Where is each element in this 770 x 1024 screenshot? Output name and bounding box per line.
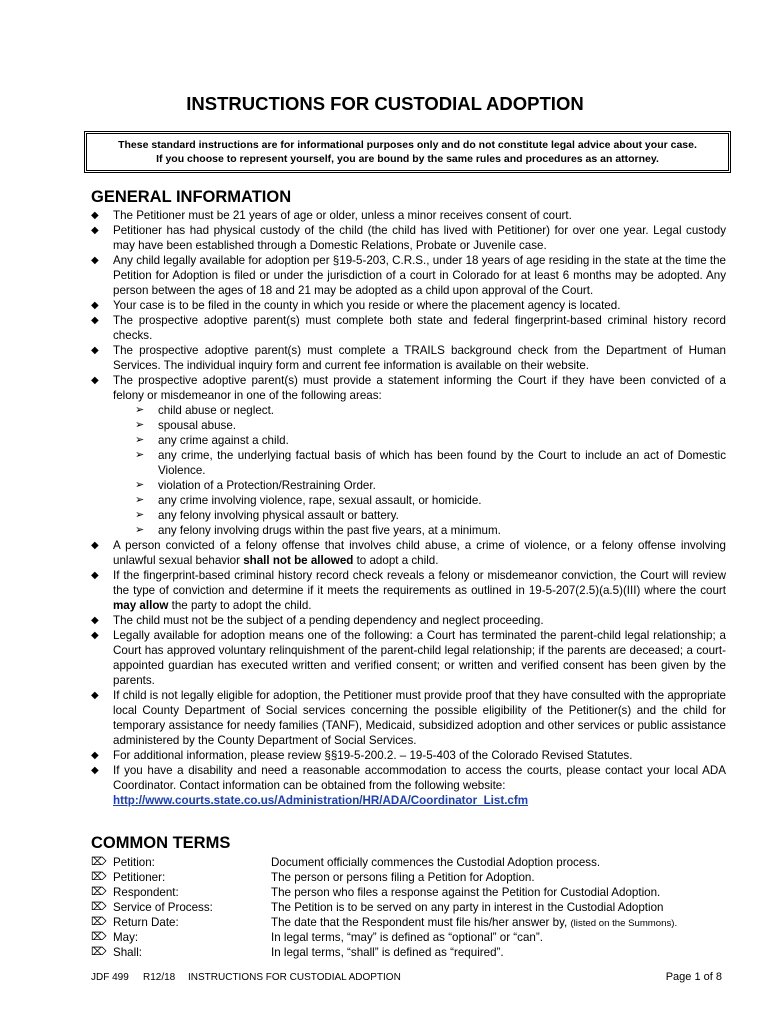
arrow-bullet-icon: ➢	[135, 494, 145, 506]
list-item: ◆ The prospective adoptive parent(s) must complete a TRAILS background check from the Department of Human Services. The individual inquiry form and current fee information is available on their website.	[91, 344, 726, 372]
sub-list-item: ➢ child abuse or neglect.	[135, 404, 275, 417]
diamond-bullet-icon: ◆	[91, 225, 99, 236]
boxed-arrow-icon: ⌦	[91, 901, 107, 913]
sub-list-item: ➢ any crime against a child.	[135, 434, 289, 447]
diamond-bullet-icon: ◆	[91, 765, 99, 776]
arrow-bullet-icon: ➢	[135, 419, 145, 431]
term-row: ⌦ Petition: Document officially commences the Custodial Adoption process.	[91, 856, 601, 869]
footer-page-number: Page 1 of 8	[665, 971, 722, 983]
sub-list-item: ➢ violation of a Protection/Restraining Order.	[135, 479, 376, 492]
diamond-bullet-icon: ◆	[91, 255, 99, 266]
disclaimer-line-1: These standard instructions are for informational purposes only and do not constitute legal advice about your case.	[118, 139, 697, 151]
general-information-list	[91, 208, 726, 808]
general-information-heading: GENERAL INFORMATION	[91, 188, 292, 206]
diamond-bullet-icon: ◆	[91, 615, 99, 626]
arrow-bullet-icon: ➢	[135, 524, 145, 536]
list-item: ◆ If the fingerprint-based criminal history record check reveals a felony or misdemeanor conviction, the Court will review the type of conviction and determine if it meets the requirements as outlined in 19-5-207(2.5)(a.5)(III) where the court may allow the party to adopt the child.	[91, 569, 726, 612]
boxed-arrow-icon: ⌦	[91, 946, 107, 958]
ada-coordinator-link[interactable]: http://www.courts.state.co.us/Administration/HR/ADA/Coordinator_List.cfm	[113, 794, 529, 807]
boxed-arrow-icon: ⌦	[91, 856, 107, 868]
diamond-bullet-icon: ◆	[91, 345, 99, 356]
list-item: ◆ A person convicted of a felony offense that involves child abuse, a crime of violence, or a felony offense involving unlawful sexual behavior shall not be allowed to adopt a child.	[91, 539, 726, 567]
common-terms-list	[91, 855, 731, 960]
sub-list-item: ➢ any felony involving physical assault or battery.	[135, 509, 399, 522]
arrow-bullet-icon: ➢	[135, 449, 145, 461]
disclaimer-box	[84, 131, 731, 173]
list-item: ◆ For additional information, please review §§19-5-200.2. – 19-5-403 of the Colorado Revised Statutes.	[91, 749, 633, 762]
term-row: ⌦ May: In legal terms, “may” is defined as “optional” or “can”.	[91, 931, 543, 944]
diamond-bullet-icon: ◆	[91, 300, 99, 311]
disclaimer-inner-border	[86, 133, 729, 171]
footer-revision: R12/18	[143, 972, 176, 983]
diamond-bullet-icon: ◆	[91, 630, 99, 641]
boxed-arrow-icon: ⌦	[91, 871, 107, 883]
page-title: INSTRUCTIONS FOR CUSTODIAL ADOPTION	[186, 93, 584, 114]
diamond-bullet-icon: ◆	[91, 375, 99, 386]
diamond-bullet-icon: ◆	[91, 315, 99, 326]
list-item: ◆ Any child legally available for adoption per §19-5-203, C.R.S., under 18 years of age residing in the state at the time the Petition for Adoption is filed or under the jurisdiction of a court in Colorado for at least 6 months may be adopted. Any person between the ages of 18 and 21 may be adopted as a child upon approval of the Court.	[91, 254, 726, 297]
footer-form-number: JDF 499	[91, 972, 129, 983]
sub-list-item: ➢ any crime, the underlying factual basis of which has been found by the Court to include an act of Domestic Violence.	[135, 449, 726, 477]
diamond-bullet-icon: ◆	[91, 210, 99, 221]
term-row: ⌦ Respondent: The person who files a response against the Petition for Custodial Adoption.	[91, 886, 661, 899]
list-item: ◆ Your case is to be filed in the county in which you reside or where the placement agency is located.	[91, 299, 621, 312]
diamond-bullet-icon: ◆	[91, 570, 99, 581]
boxed-arrow-icon: ⌦	[91, 886, 107, 898]
footer-document-title: INSTRUCTIONS FOR CUSTODIAL ADOPTION	[188, 972, 401, 983]
list-item: ◆ The Petitioner must be 21 years of age or older, unless a minor receives consent of court.	[91, 209, 572, 222]
arrow-bullet-icon: ➢	[135, 404, 145, 416]
list-item: ◆ The child must not be the subject of a pending dependency and neglect proceeding.	[91, 614, 544, 627]
term-row: ⌦ Return Date: The date that the Respondent must file his/her answer by, (listed on the Summons).	[91, 916, 678, 929]
diamond-bullet-icon: ◆	[91, 690, 99, 701]
list-item: ◆ The prospective adoptive parent(s) must provide a statement informing the Court if they have been convicted of a felony or misdemeanor in one of the following areas:	[91, 374, 726, 402]
sub-list-item: ➢ any crime involving violence, rape, sexual assault, or homicide.	[135, 494, 482, 507]
list-item: ◆ If child is not legally eligible for adoption, the Petitioner must provide proof that they have consulted with the appropriate local County Department of Social services concerning the possible eligibility of the Petitioner(s) and the child for temporary assistance for needy families (TANF), Medicaid, subsidized adoption and other services or public assistance administered by the County Department of Social Services.	[91, 689, 726, 747]
arrow-bullet-icon: ➢	[135, 479, 145, 491]
term-row: ⌦ Petitioner: The person or persons filing a Petition for Adoption.	[91, 871, 535, 884]
diamond-bullet-icon: ◆	[91, 750, 99, 761]
common-terms-heading: COMMON TERMS	[91, 834, 231, 852]
arrow-bullet-icon: ➢	[135, 434, 145, 446]
term-row: ⌦ Service of Process: The Petition is to be served on any party in interest in the Custodial Adoption	[91, 901, 664, 914]
arrow-bullet-icon: ➢	[135, 509, 145, 521]
list-item: ◆ Petitioner has had physical custody of the child (the child has lived with Petitioner) for over one year. Legal custody may have been established through a Domestic Relations, Probate or Juvenile case.	[91, 224, 726, 252]
sub-list-item: ➢ any felony involving drugs within the past five years, at a minimum.	[135, 524, 501, 537]
sub-list-item: ➢ spousal abuse.	[135, 419, 236, 432]
boxed-arrow-icon: ⌦	[91, 916, 107, 928]
disclaimer-line-2: If you choose to represent yourself, you are bound by the same rules and procedures as an attorney.	[156, 153, 659, 165]
term-row: ⌦ Shall: In legal terms, “shall” is defined as “required”.	[91, 946, 504, 959]
list-item: ◆ The prospective adoptive parent(s) must complete both state and federal fingerprint-based criminal history record checks.	[91, 314, 726, 342]
boxed-arrow-icon: ⌦	[91, 931, 107, 943]
list-item: ◆ Legally available for adoption means one of the following: a Court has terminated the parent-child legal relationship; a Court has approved voluntary relinquishment of the parent-child legal relationship; if the parents are deceased; a court-appointed guardian has executed written and verified consent; or written and verified consent has been given by the parents.	[91, 629, 726, 687]
diamond-bullet-icon: ◆	[91, 540, 99, 551]
list-item: ◆ If you have a disability and need a reasonable accommodation to access the courts, please contact your local ADA Coordinator. Contact information can be obtained from the following website: http://www.courts.state.co.us/Administration/HR/ADA/Coordinator_List.cfm	[91, 764, 726, 807]
